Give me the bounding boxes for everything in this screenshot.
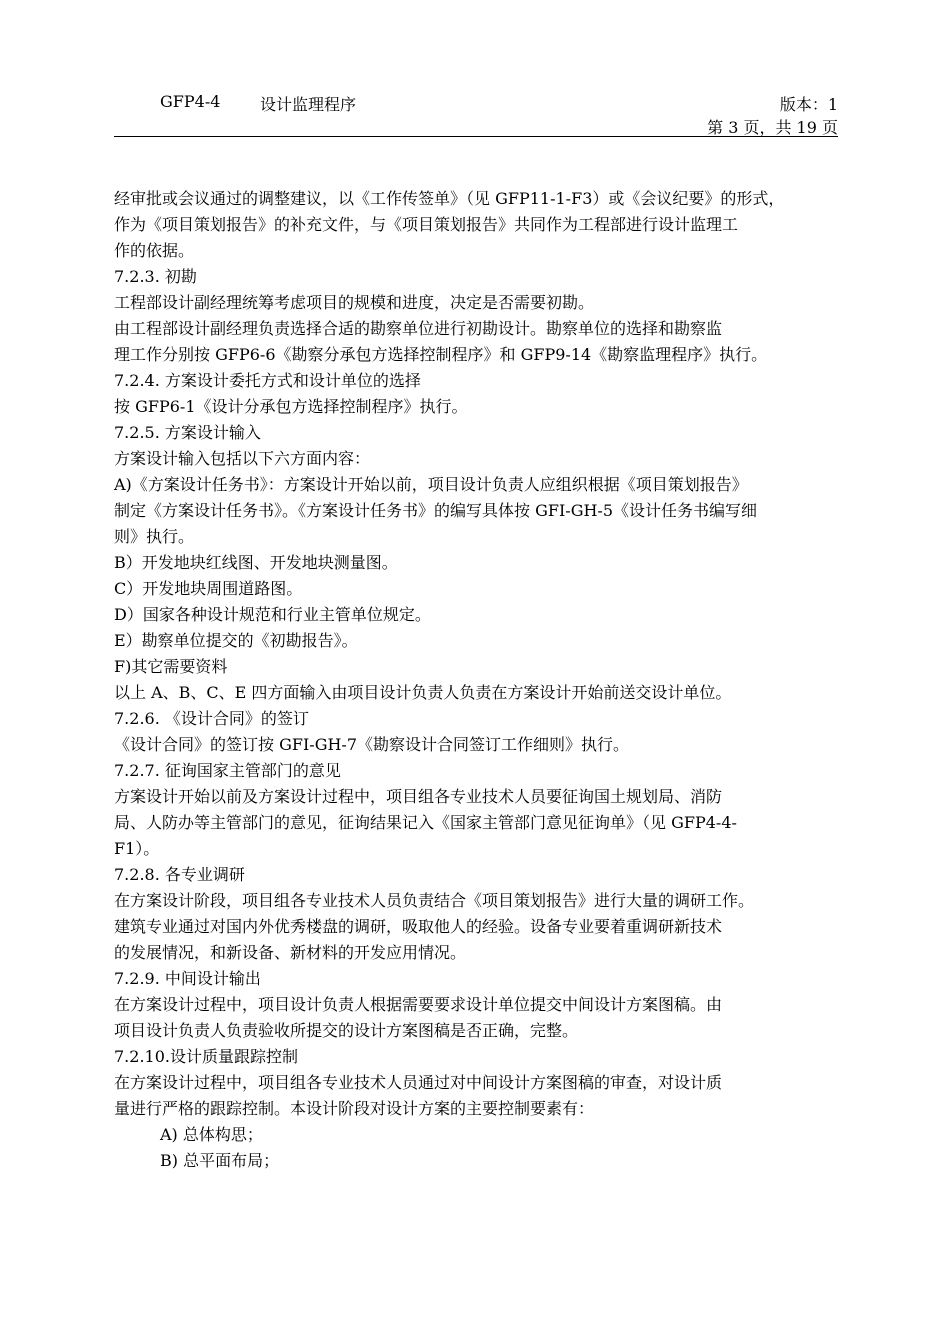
list-item: E）勘察单位提交的《初勘报告》。 (114, 631, 358, 650)
section-heading: 7.2.5. 方案设计输入 (114, 423, 261, 442)
body-line: 局、人防办等主管部门的意见，征询结果记入《国家主管部门意见征询单》（见 GFP4-4- (114, 813, 737, 832)
section-heading: 7.2.4. 方案设计委托方式和设计单位的选择 (114, 371, 421, 390)
section-heading: 7.2.10.设计质量跟踪控制 (114, 1047, 298, 1066)
body-line: 在方案设计阶段，项目组各专业技术人员负责结合《项目策划报告》进行大量的调研工作。 (114, 891, 755, 910)
page-number: 第 3 页，共 19 页 (707, 118, 838, 137)
list-item: A) 总体构思； (160, 1125, 263, 1144)
section-heading: 7.2.7. 征询国家主管部门的意见 (114, 761, 341, 780)
section-heading: 7.2.3. 初勘 (114, 267, 197, 286)
body-line: 在方案设计过程中，项目设计负责人根据需要要求设计单位提交中间设计方案图稿。由 (114, 995, 723, 1014)
section-heading: 7.2.8. 各专业调研 (114, 865, 245, 884)
body-line: 项目设计负责人负责验收所提交的设计方案图稿是否正确，完整。 (114, 1021, 579, 1040)
body-line: 在方案设计过程中，项目组各专业技术人员通过对中间设计方案图稿的审查，对设计质 (114, 1073, 723, 1092)
body-line: 由工程部设计副经理负责选择合适的勘察单位进行初勘设计。勘察单位的选择和勘察监 (114, 319, 723, 338)
section-heading: 7.2.6. 《设计合同》的签订 (114, 709, 309, 728)
body-line: 则》执行。 (114, 527, 195, 546)
body-line: 的发展情况，和新设备、新材料的开发应用情况。 (114, 943, 467, 962)
body-line: 理工作分别按 GFP6-6《勘察分承包方选择控制程序》和 GFP9-14《勘察监理程序》执行。 (114, 345, 768, 364)
doc-title: 设计监理程序 (260, 95, 357, 114)
list-item: B) 总平面布局； (160, 1151, 280, 1170)
body-line: 量进行严格的跟踪控制。本设计阶段对设计方案的主要控制要素有： (114, 1099, 595, 1118)
doc-version: 版本：1 (779, 95, 838, 114)
list-item: A)《方案设计任务书》：方案设计开始以前，项目设计负责人应组织根据《项目策划报告》 (114, 475, 748, 494)
body-line: F1）。 (114, 839, 160, 858)
doc-code: GFP4-4 (160, 92, 221, 111)
list-item: B）开发地块红线图、开发地块测量图。 (114, 553, 398, 572)
body-line: 《设计合同》的签订按 GFI-GH-7《勘察设计合同签订工作细则》执行。 (114, 735, 630, 754)
body-line: 以上 A、B、C、E 四方面输入由项目设计负责人负责在方案设计开始前送交设计单位。 (114, 683, 732, 702)
body-line: 工程部设计副经理统筹考虑项目的规模和进度，决定是否需要初勘。 (114, 293, 595, 312)
body-line: 建筑专业通过对国内外优秀楼盘的调研，吸取他人的经验。设备专业要着重调研新技术 (114, 917, 723, 936)
section-heading: 7.2.9. 中间设计输出 (114, 969, 261, 988)
body-line: 方案设计输入包括以下六方面内容： (114, 449, 371, 468)
document-body (114, 186, 842, 1174)
body-line: 作的依据。 (114, 241, 195, 260)
page-header (114, 90, 838, 140)
body-line: 方案设计开始以前及方案设计过程中，项目组各专业技术人员要征询国土规划局、消防 (114, 787, 723, 806)
body-line: 制定《方案设计任务书》。《方案设计任务书》的编写具体按 GFI-GH-5《设计任务书编写细 (114, 501, 758, 520)
list-item: D）国家各种设计规范和行业主管单位规定。 (114, 605, 431, 624)
header-divider (114, 136, 838, 137)
list-item: F)其它需要资料 (114, 657, 228, 676)
body-line: 作为《项目策划报告》的补充文件，与《项目策划报告》共同作为工程部进行设计监理工 (114, 215, 739, 234)
body-line: 按 GFP6-1《设计分承包方选择控制程序》执行。 (114, 397, 468, 416)
list-item: C）开发地块周围道路图。 (114, 579, 303, 598)
body-line: 经审批或会议通过的调整建议，以《工作传签单》（见 GFP11-1-F3）或《会议纪要》的形式， (114, 189, 785, 208)
